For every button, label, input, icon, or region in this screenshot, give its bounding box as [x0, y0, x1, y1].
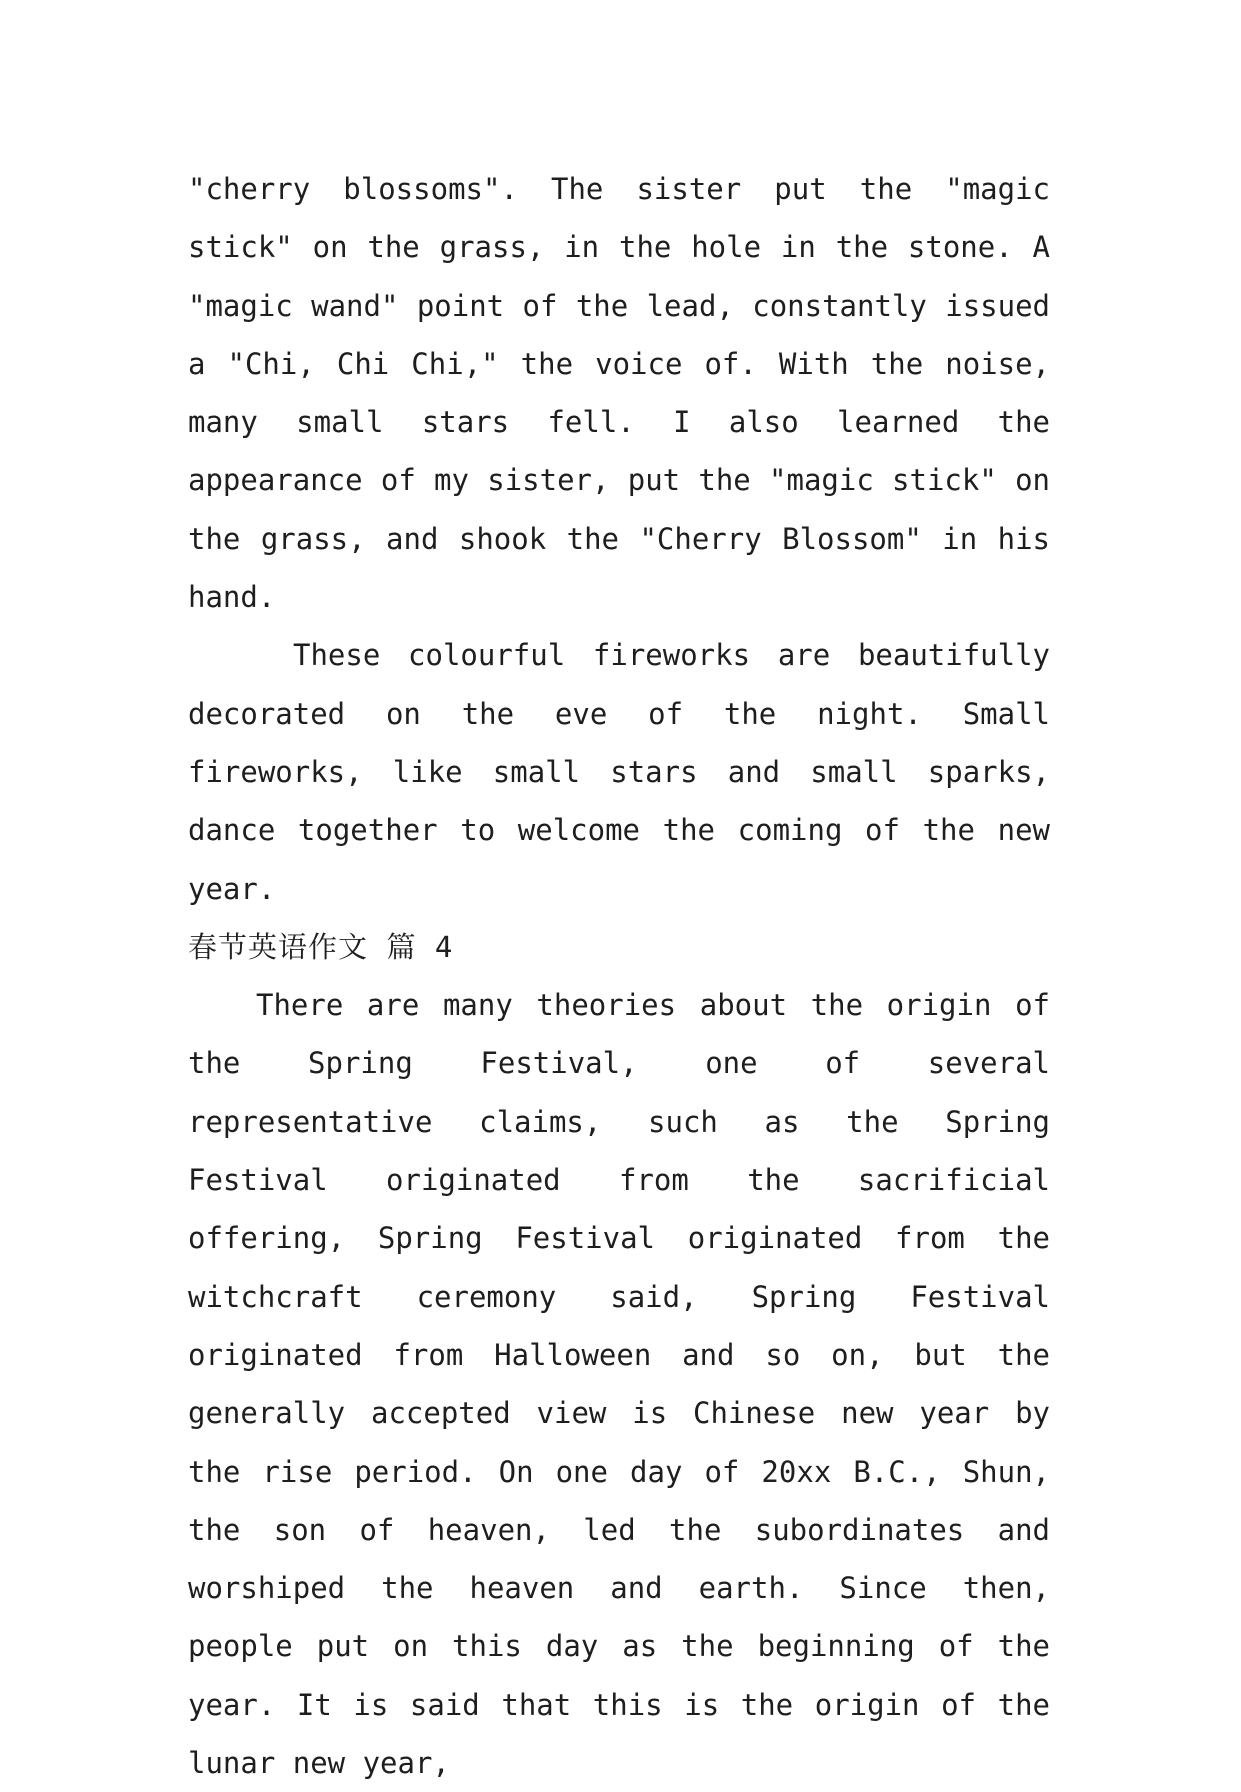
document-body	[188, 160, 1050, 1792]
paragraph-fireworks: These colourful fireworks are beautifully decorated on the eve of the night. Small fireworks, like small stars and small sparks, dance together to welcome the coming of the new year.	[188, 638, 1050, 906]
section-heading: 春节英语作文 篇 4	[188, 929, 454, 964]
paragraph-origin: There are many theories about the origin of the Spring Festival, one of several representative claims, such as the Spring Festival originated from the sacrificial offering, Spring Festival originated from the witchcraft ceremony said, Spring Festival originated from Halloween and so on, but the generally accepted view is Chinese new year by the rise period. On one day of 20xx B.C., Shun, the son of heaven, led the subordinates and worshiped the heaven and earth. Since then, people put on this day as the beginning of the year. It is said that this is the origin of the lunar new year,	[188, 988, 1050, 1781]
paragraph-cherry-blossom: "cherry blossoms". The sister put the "magic stick" on the grass, in the hole in the stone. A "magic wand" point of the lead, constantly issued a "Chi, Chi Chi," the voice of. With the noise, many small stars fell. I also learned the appearance of my sister, put the "magic stick" on the grass, and shook the "Cherry Blossom" in his hand.	[188, 172, 1050, 615]
